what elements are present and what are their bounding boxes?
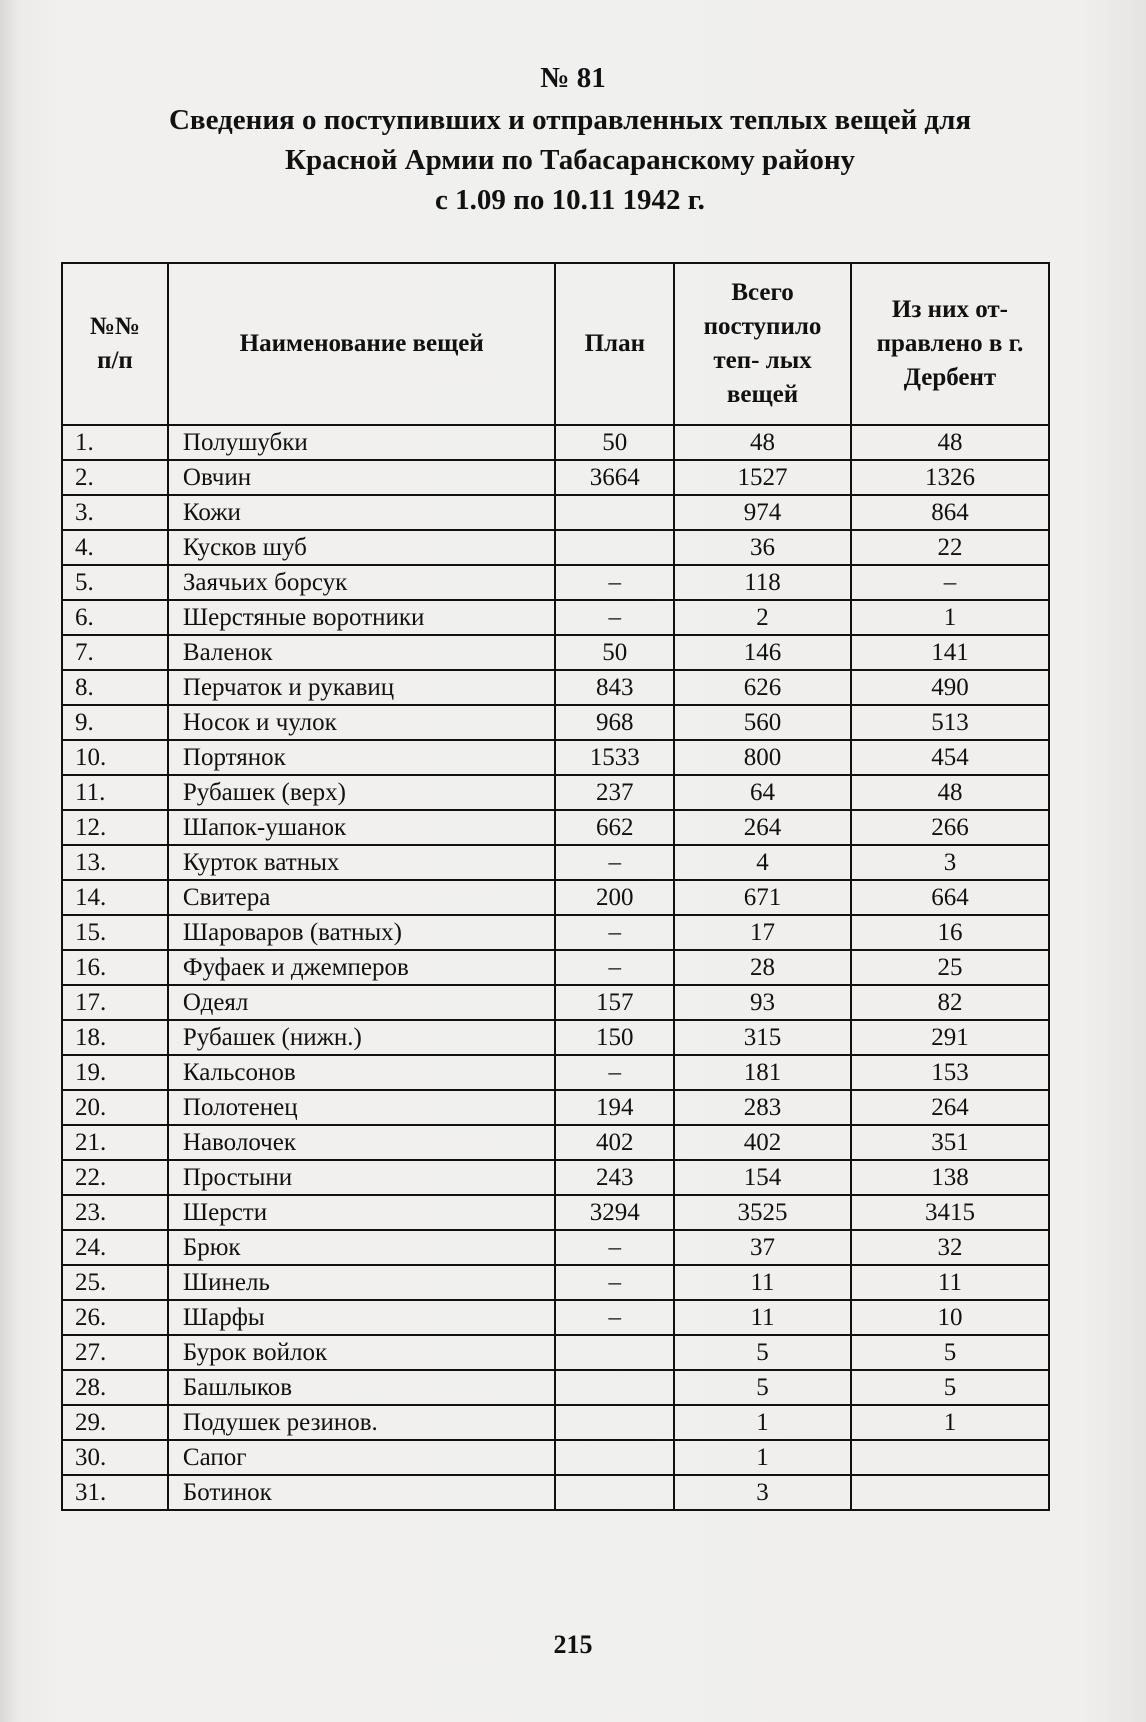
document-number: № 81 bbox=[540, 62, 606, 94]
sent-value: 141 bbox=[851, 635, 1049, 670]
received-value: 146 bbox=[674, 635, 851, 670]
received-value: 11 bbox=[674, 1265, 851, 1300]
sent-value: 10 bbox=[851, 1300, 1049, 1335]
received-value: 2 bbox=[674, 600, 851, 635]
table-row bbox=[62, 1405, 1049, 1440]
item-name: Перчаток и рукавиц bbox=[168, 670, 556, 705]
sent-value: 138 bbox=[851, 1160, 1049, 1195]
item-name: Ботинок bbox=[168, 1475, 556, 1510]
row-number: 23. bbox=[62, 1195, 168, 1230]
plan-value bbox=[555, 1440, 674, 1475]
received-value: 118 bbox=[674, 565, 851, 600]
table-row bbox=[62, 1370, 1049, 1405]
row-number: 2. bbox=[62, 460, 168, 495]
plan-value: 243 bbox=[555, 1160, 674, 1195]
received-value: 315 bbox=[674, 1020, 851, 1055]
plan-value: 50 bbox=[555, 425, 674, 460]
plan-value bbox=[555, 1405, 674, 1440]
table-row bbox=[62, 915, 1049, 950]
item-name: Бурок войлок bbox=[168, 1335, 556, 1370]
table-row bbox=[62, 1440, 1049, 1475]
plan-value: 194 bbox=[555, 1090, 674, 1125]
item-name: Кусков шуб bbox=[168, 530, 556, 565]
plan-value: – bbox=[555, 1265, 674, 1300]
received-value: 28 bbox=[674, 950, 851, 985]
table-row bbox=[62, 1020, 1049, 1055]
sent-value: 664 bbox=[851, 880, 1049, 915]
plan-value: 150 bbox=[555, 1020, 674, 1055]
received-value: 3525 bbox=[674, 1195, 851, 1230]
row-number: 27. bbox=[62, 1335, 168, 1370]
sent-value: 22 bbox=[851, 530, 1049, 565]
received-value: 5 bbox=[674, 1335, 851, 1370]
received-value: 181 bbox=[674, 1055, 851, 1090]
table-row bbox=[62, 425, 1049, 460]
row-number: 17. bbox=[62, 985, 168, 1020]
sent-value: 1 bbox=[851, 600, 1049, 635]
sent-value: 82 bbox=[851, 985, 1049, 1020]
row-number: 19. bbox=[62, 1055, 168, 1090]
row-number: 3. bbox=[62, 495, 168, 530]
table-row bbox=[62, 460, 1049, 495]
sent-value: 3 bbox=[851, 845, 1049, 880]
sent-value: 264 bbox=[851, 1090, 1049, 1125]
received-value: 37 bbox=[674, 1230, 851, 1265]
row-number: 11. bbox=[62, 775, 168, 810]
item-name: Заячьих борсук bbox=[168, 565, 556, 600]
item-name: Овчин bbox=[168, 460, 556, 495]
row-number: 10. bbox=[62, 740, 168, 775]
row-number: 29. bbox=[62, 1405, 168, 1440]
title-line-1: Сведения о поступивших и отправленных теплых вещей для bbox=[168, 104, 972, 136]
header-number: №№ п/п bbox=[62, 263, 168, 425]
sent-value: 5 bbox=[851, 1335, 1049, 1370]
row-number: 24. bbox=[62, 1230, 168, 1265]
item-name: Полотенец bbox=[168, 1090, 556, 1125]
table-row bbox=[62, 845, 1049, 880]
table-row bbox=[62, 670, 1049, 705]
row-number: 31. bbox=[62, 1475, 168, 1510]
received-value: 1 bbox=[674, 1405, 851, 1440]
sent-value: 351 bbox=[851, 1125, 1049, 1160]
item-name: Наволочек bbox=[168, 1125, 556, 1160]
received-value: 11 bbox=[674, 1300, 851, 1335]
sent-value: 32 bbox=[851, 1230, 1049, 1265]
sent-value: 3415 bbox=[851, 1195, 1049, 1230]
table-row bbox=[62, 530, 1049, 565]
sent-value bbox=[851, 1440, 1049, 1475]
sent-value: 11 bbox=[851, 1265, 1049, 1300]
sent-value: 153 bbox=[851, 1055, 1049, 1090]
plan-value: 1533 bbox=[555, 740, 674, 775]
table-row bbox=[62, 1300, 1049, 1335]
table-row bbox=[62, 1475, 1049, 1510]
row-number: 22. bbox=[62, 1160, 168, 1195]
plan-value: 843 bbox=[555, 670, 674, 705]
received-value: 5 bbox=[674, 1370, 851, 1405]
header-total-received: Всего поступило теп- лых вещей bbox=[674, 263, 851, 425]
plan-value bbox=[555, 530, 674, 565]
row-number: 13. bbox=[62, 845, 168, 880]
header-sent-to-derbent: Из них от- правлено в г. Дербент bbox=[851, 263, 1049, 425]
plan-value bbox=[555, 495, 674, 530]
row-number: 5. bbox=[62, 565, 168, 600]
item-name: Подушек резинов. bbox=[168, 1405, 556, 1440]
sent-value: 25 bbox=[851, 950, 1049, 985]
item-name: Шерстяные воротники bbox=[168, 600, 556, 635]
row-number: 1. bbox=[62, 425, 168, 460]
item-name: Простыни bbox=[168, 1160, 556, 1195]
sent-value: 1 bbox=[851, 1405, 1049, 1440]
plan-value: 402 bbox=[555, 1125, 674, 1160]
sent-value: 266 bbox=[851, 810, 1049, 845]
table-row bbox=[62, 1160, 1049, 1195]
table-row bbox=[62, 775, 1049, 810]
received-value: 671 bbox=[674, 880, 851, 915]
plan-value: 3294 bbox=[555, 1195, 674, 1230]
table-row bbox=[62, 705, 1049, 740]
received-value: 17 bbox=[674, 915, 851, 950]
item-name: Курток ватных bbox=[168, 845, 556, 880]
row-number: 20. bbox=[62, 1090, 168, 1125]
sent-value: 291 bbox=[851, 1020, 1049, 1055]
sent-value: – bbox=[851, 565, 1049, 600]
table-header-row bbox=[62, 263, 1049, 425]
row-number: 14. bbox=[62, 880, 168, 915]
item-name: Шерсти bbox=[168, 1195, 556, 1230]
received-value: 800 bbox=[674, 740, 851, 775]
table-row bbox=[62, 1335, 1049, 1370]
table-body bbox=[62, 425, 1049, 1510]
row-number: 7. bbox=[62, 635, 168, 670]
table-row bbox=[62, 1230, 1049, 1265]
item-name: Рубашек (нижн.) bbox=[168, 1020, 556, 1055]
received-value: 402 bbox=[674, 1125, 851, 1160]
sent-value: 48 bbox=[851, 775, 1049, 810]
row-number: 21. bbox=[62, 1125, 168, 1160]
table-row bbox=[62, 740, 1049, 775]
plan-value: – bbox=[555, 915, 674, 950]
item-name: Кальсонов bbox=[168, 1055, 556, 1090]
plan-value: 968 bbox=[555, 705, 674, 740]
sent-value bbox=[851, 1475, 1049, 1510]
item-name: Носок и чулок bbox=[168, 705, 556, 740]
document-title bbox=[70, 100, 1070, 220]
plan-value bbox=[555, 1335, 674, 1370]
plan-value: – bbox=[555, 845, 674, 880]
table-row bbox=[62, 635, 1049, 670]
row-number: 12. bbox=[62, 810, 168, 845]
plan-value bbox=[555, 1475, 674, 1510]
table-row bbox=[62, 880, 1049, 915]
table-row bbox=[62, 1055, 1049, 1090]
row-number: 15. bbox=[62, 915, 168, 950]
received-value: 264 bbox=[674, 810, 851, 845]
row-number: 26. bbox=[62, 1300, 168, 1335]
table-row bbox=[62, 1265, 1049, 1300]
table-row bbox=[62, 810, 1049, 845]
row-number: 8. bbox=[62, 670, 168, 705]
plan-value: – bbox=[555, 1300, 674, 1335]
plan-value: – bbox=[555, 1230, 674, 1265]
sent-value: 5 bbox=[851, 1370, 1049, 1405]
received-value: 154 bbox=[674, 1160, 851, 1195]
table-row bbox=[62, 985, 1049, 1020]
item-name: Башлыков bbox=[168, 1370, 556, 1405]
item-name: Свитера bbox=[168, 880, 556, 915]
plan-value bbox=[555, 1370, 674, 1405]
received-value: 283 bbox=[674, 1090, 851, 1125]
item-name: Полушубки bbox=[168, 425, 556, 460]
plan-value: 237 bbox=[555, 775, 674, 810]
received-value: 626 bbox=[674, 670, 851, 705]
item-name: Сапог bbox=[168, 1440, 556, 1475]
received-value: 3 bbox=[674, 1475, 851, 1510]
row-number: 25. bbox=[62, 1265, 168, 1300]
table-row bbox=[62, 950, 1049, 985]
table-row bbox=[62, 1125, 1049, 1160]
plan-value: – bbox=[555, 1055, 674, 1090]
received-value: 64 bbox=[674, 775, 851, 810]
received-value: 1527 bbox=[674, 460, 851, 495]
table-row bbox=[62, 1195, 1049, 1230]
title-line-3: с 1.09 по 10.11 1942 г. bbox=[435, 184, 705, 216]
page-number: 215 bbox=[553, 1630, 593, 1659]
received-value: 48 bbox=[674, 425, 851, 460]
row-number: 4. bbox=[62, 530, 168, 565]
received-value: 974 bbox=[674, 495, 851, 530]
sent-value: 490 bbox=[851, 670, 1049, 705]
received-value: 560 bbox=[674, 705, 851, 740]
warm-items-table bbox=[61, 262, 1050, 1511]
row-number: 30. bbox=[62, 1440, 168, 1475]
plan-value: 50 bbox=[555, 635, 674, 670]
plan-value: 157 bbox=[555, 985, 674, 1020]
header-plan: План bbox=[555, 263, 674, 425]
row-number: 16. bbox=[62, 950, 168, 985]
item-name: Рубашек (верх) bbox=[168, 775, 556, 810]
row-number: 28. bbox=[62, 1370, 168, 1405]
sent-value: 16 bbox=[851, 915, 1049, 950]
table-row bbox=[62, 565, 1049, 600]
received-value: 93 bbox=[674, 985, 851, 1020]
item-name: Шарфы bbox=[168, 1300, 556, 1335]
row-number: 6. bbox=[62, 600, 168, 635]
sent-value: 513 bbox=[851, 705, 1049, 740]
received-value: 4 bbox=[674, 845, 851, 880]
sent-value: 1326 bbox=[851, 460, 1049, 495]
item-name: Портянок bbox=[168, 740, 556, 775]
table-row bbox=[62, 1090, 1049, 1125]
sent-value: 48 bbox=[851, 425, 1049, 460]
plan-value: 200 bbox=[555, 880, 674, 915]
row-number: 9. bbox=[62, 705, 168, 740]
item-name: Шапок-ушанок bbox=[168, 810, 556, 845]
received-value: 36 bbox=[674, 530, 851, 565]
table-row bbox=[62, 600, 1049, 635]
header-item-name: Наименование вещей bbox=[168, 263, 556, 425]
plan-value: – bbox=[555, 950, 674, 985]
item-name: Шароваров (ватных) bbox=[168, 915, 556, 950]
item-name: Кожи bbox=[168, 495, 556, 530]
item-name: Одеял bbox=[168, 985, 556, 1020]
item-name: Брюк bbox=[168, 1230, 556, 1265]
plan-value: 3664 bbox=[555, 460, 674, 495]
row-number: 18. bbox=[62, 1020, 168, 1055]
table-row bbox=[62, 495, 1049, 530]
sent-value: 454 bbox=[851, 740, 1049, 775]
sent-value: 864 bbox=[851, 495, 1049, 530]
plan-value: – bbox=[555, 600, 674, 635]
received-value: 1 bbox=[674, 1440, 851, 1475]
item-name: Фуфаек и джемперов bbox=[168, 950, 556, 985]
title-line-2: Красной Армии по Табасаранскому району bbox=[284, 144, 856, 176]
item-name: Валенок bbox=[168, 635, 556, 670]
item-name: Шинель bbox=[168, 1265, 556, 1300]
plan-value: 662 bbox=[555, 810, 674, 845]
plan-value: – bbox=[555, 565, 674, 600]
